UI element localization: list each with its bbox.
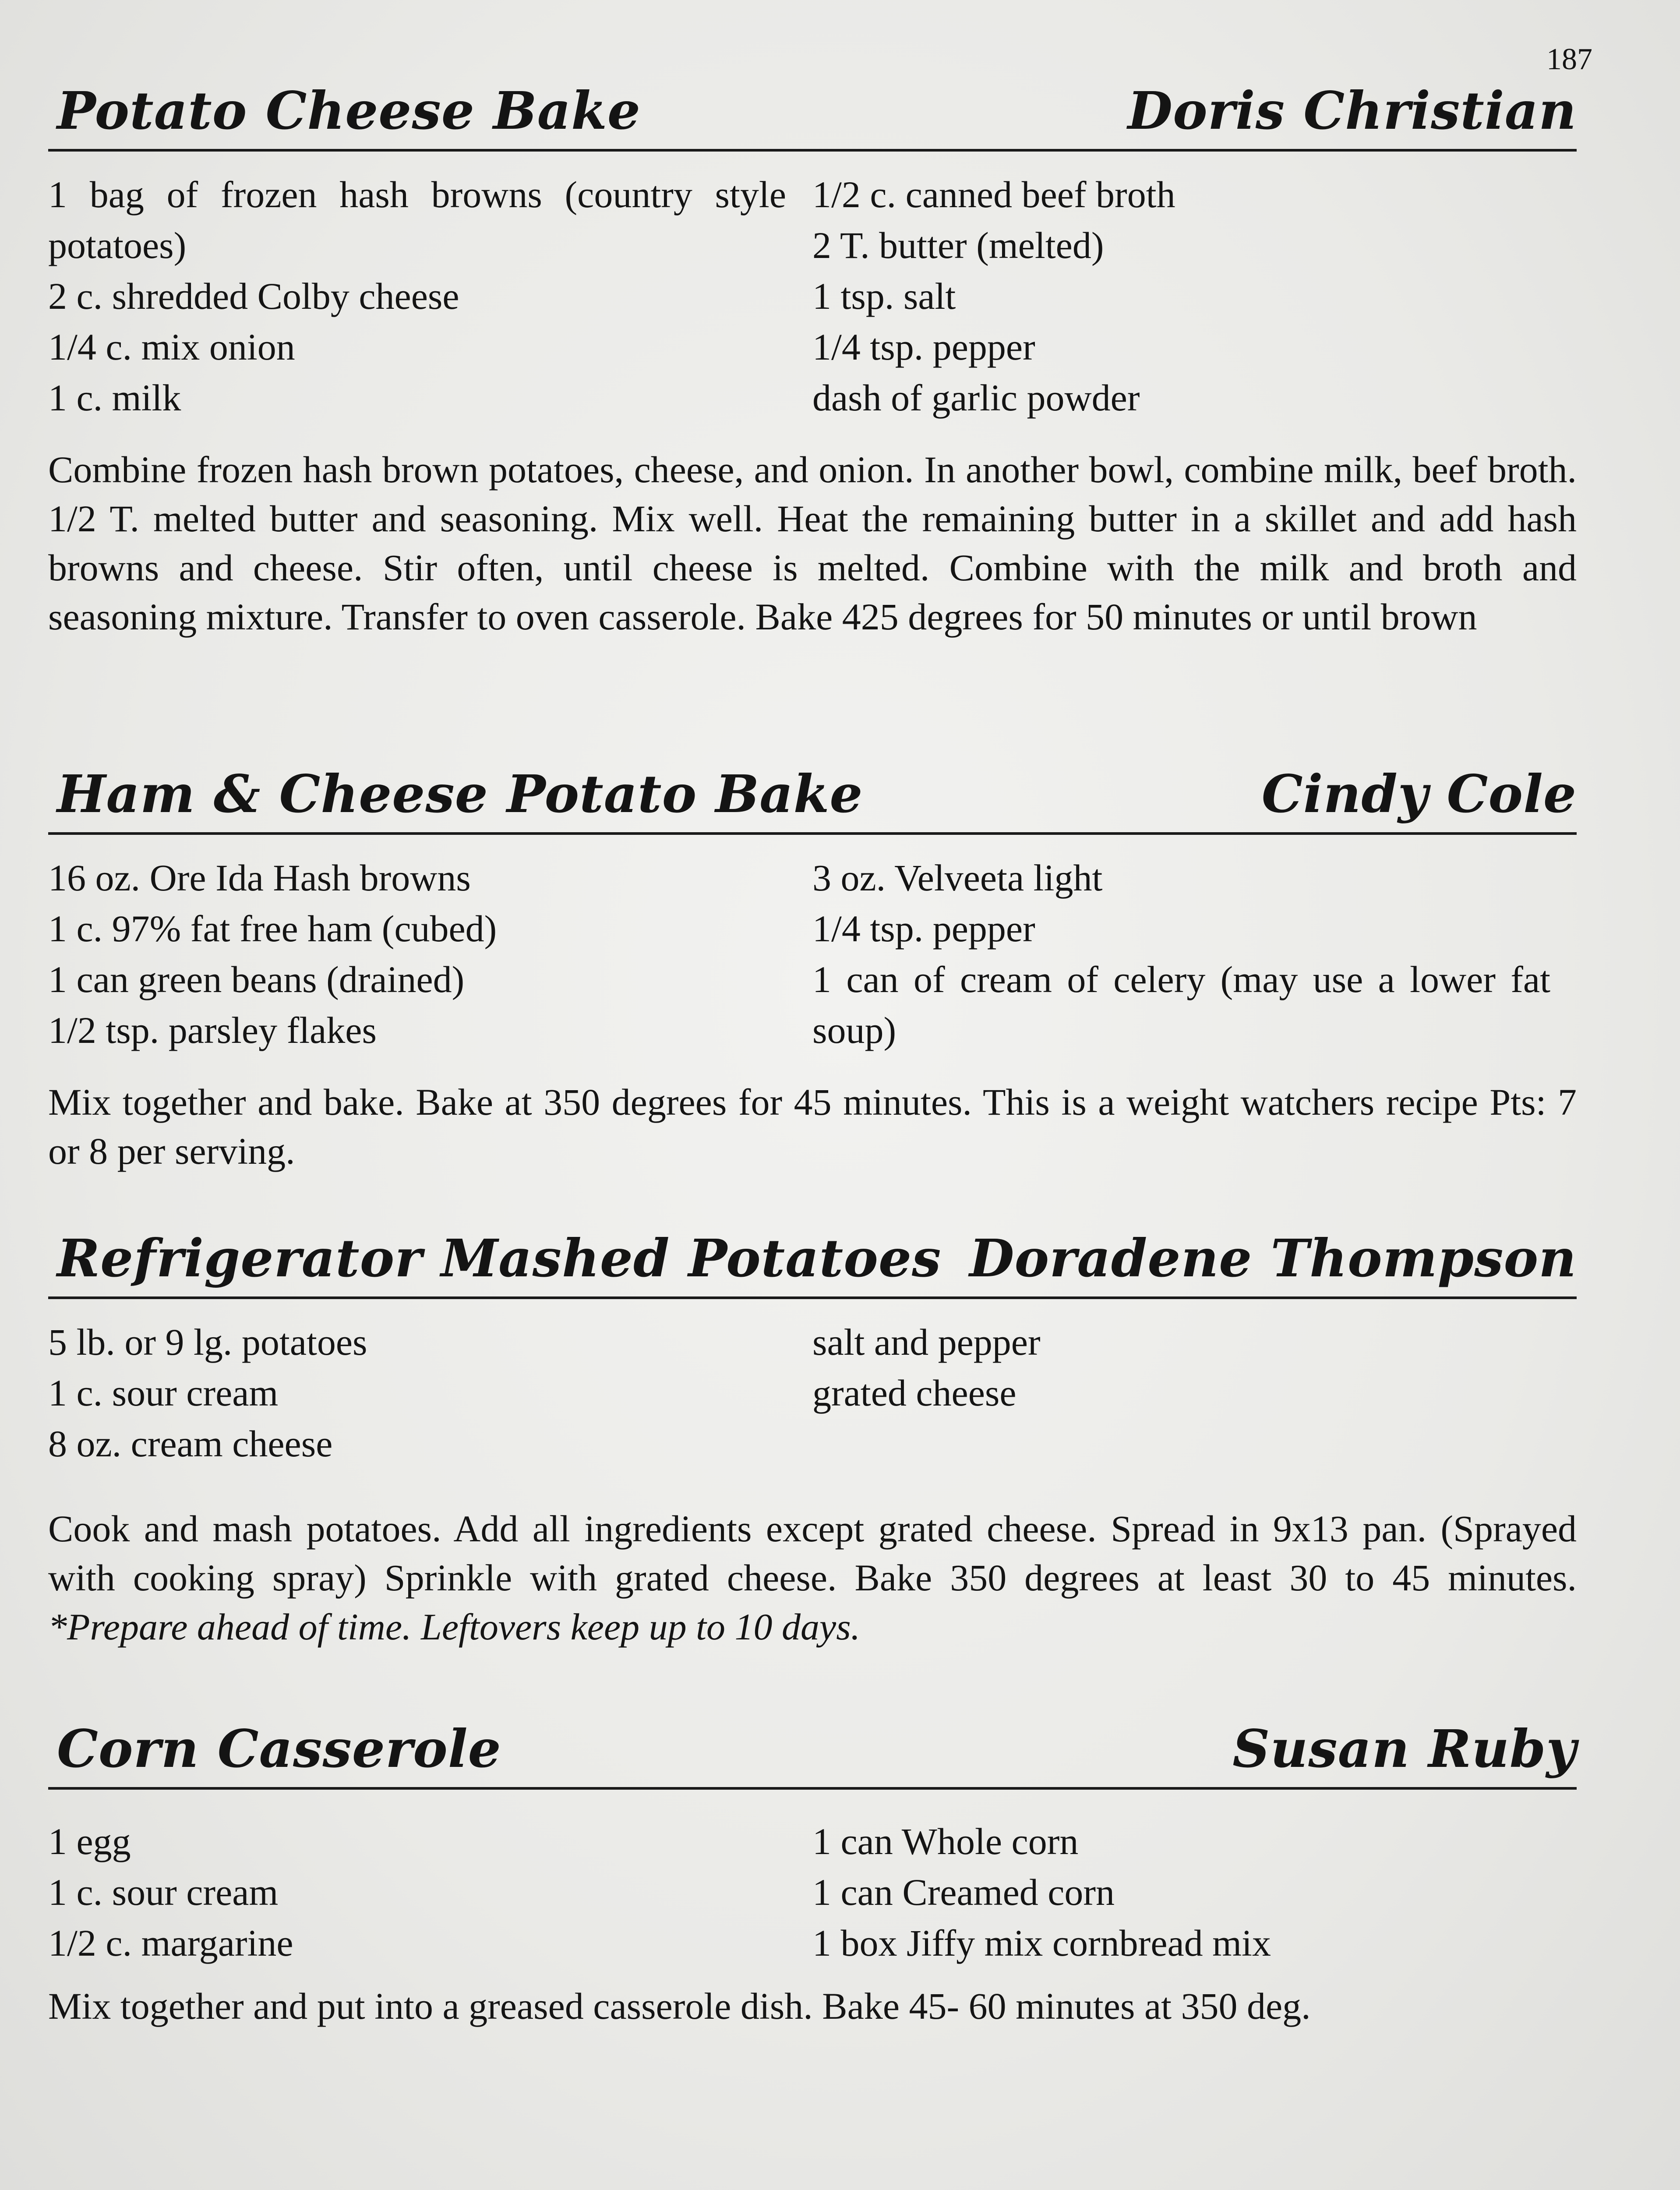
recipe-corn-casserole	[48, 1718, 1577, 2031]
ingredient: 3 oz. Velveeta light	[812, 857, 1103, 899]
ingredient: 8 oz. cream cheese	[48, 1423, 333, 1465]
ingredients	[48, 169, 1577, 423]
directions-text: Cook and mash potatoes. Add all ingredients except grated cheese. Spread in 9x13 pan. (Sprayed with cooking spray) Sprinkle with grated cheese. Bake 350 degrees at least 30 to 45 minutes.	[48, 1508, 1577, 1599]
ingredients	[48, 1317, 1577, 1469]
ingredients-right-column	[812, 169, 1577, 423]
recipe-title: Corn Casserole	[57, 1718, 501, 1779]
directions-text: Mix together and put into a greased casserole dish. Bake 45- 60 minutes at 350 deg.	[48, 1985, 1311, 2027]
ingredient: 1/4 tsp. pepper	[812, 908, 1035, 950]
ingredient: grated cheese	[812, 1372, 1016, 1414]
recipe-title: Refrigerator Mashed Potatoes	[57, 1228, 942, 1289]
page-number: 187	[1546, 42, 1592, 76]
ingredient: 1 bag of frozen hash browns (country style potatoes)	[48, 173, 786, 266]
ingredient: 1 can Creamed corn	[812, 1871, 1115, 1913]
ingredient: 1 tsp. salt	[812, 275, 956, 317]
ingredient: 1 box Jiffy mix cornbread mix	[812, 1922, 1271, 1964]
recipe-title: Potato Cheese Bake	[57, 80, 641, 141]
ingredients-right-column	[812, 852, 1577, 1056]
ingredient: 2 c. shredded Colby cheese	[48, 275, 459, 317]
ingredient: 1/4 c. mix onion	[48, 326, 295, 368]
ingredient: 1 can green beans (drained)	[48, 958, 465, 1000]
ingredient: 5 lb. or 9 lg. potatoes	[48, 1321, 367, 1363]
ingredients-left-column	[48, 1317, 812, 1469]
recipe-header	[48, 1228, 1577, 1299]
recipe-refrigerator-mashed-potatoes	[48, 1228, 1577, 1651]
recipe-header	[48, 763, 1577, 835]
ingredient: 1 c. sour cream	[48, 1871, 279, 1913]
recipe-title: Ham & Cheese Potato Bake	[57, 763, 863, 824]
ingredient: 1 c. 97% fat free ham (cubed)	[48, 908, 497, 950]
recipe-directions	[48, 1504, 1577, 1651]
ingredient: 1 egg	[48, 1820, 131, 1862]
ingredients-right-column	[812, 1816, 1577, 1968]
ingredients-left-column	[48, 169, 812, 423]
ingredient: 1 can of cream of celery (may use a lower fat soup)	[812, 958, 1550, 1051]
directions-text: Combine frozen hash brown potatoes, cheese, and onion. In another bowl, combine milk, beef broth. 1/2 T. melted butter and seasoning. Mix well. Heat the remaining butter in a skillet and add hash browns and cheese. Stir often, until cheese is melted. Combine with the milk and broth and seasoning mixture. Transfer to oven casserole. Bake 425 degrees for 50 minutes or until brown	[48, 449, 1577, 638]
ingredient: 2 T. butter (melted)	[812, 224, 1104, 266]
recipe-potato-cheese-bake	[48, 80, 1577, 641]
recipe-header	[48, 1718, 1577, 1790]
ingredients-left-column	[48, 852, 812, 1056]
ingredient: 1 c. milk	[48, 377, 181, 419]
recipe-author: Susan Ruby	[1232, 1718, 1577, 1779]
ingredient: 1/2 c. canned beef broth	[812, 173, 1175, 215]
recipe-author: Cindy Cole	[1261, 763, 1577, 824]
ingredient: dash of garlic powder	[812, 377, 1140, 419]
recipe-author: Doris Christian	[1127, 80, 1577, 141]
recipe-author: Doradene Thompson	[969, 1228, 1577, 1289]
recipe-directions	[48, 1077, 1577, 1176]
ingredient: 1 can Whole corn	[812, 1820, 1079, 1862]
ingredient: 1/2 tsp. parsley flakes	[48, 1009, 377, 1051]
recipe-directions	[48, 1982, 1577, 2031]
ingredients-right-column	[812, 1317, 1577, 1469]
ingredient: salt and pepper	[812, 1321, 1041, 1363]
ingredient: 1/4 tsp. pepper	[812, 326, 1035, 368]
recipe-header	[48, 80, 1577, 152]
directions-note: *Prepare ahead of time. Leftovers keep up to 10 days.	[48, 1606, 861, 1648]
directions-text: Mix together and bake. Bake at 350 degrees for 45 minutes. This is a weight watchers recipe Pts: 7 or 8 per serving.	[48, 1081, 1577, 1172]
ingredient: 1 c. sour cream	[48, 1372, 279, 1414]
recipe-ham-cheese-potato-bake	[48, 763, 1577, 1176]
recipe-directions	[48, 445, 1577, 641]
ingredient: 16 oz. Ore Ida Hash browns	[48, 857, 471, 899]
ingredient: 1/2 c. margarine	[48, 1922, 293, 1964]
ingredients	[48, 1816, 1577, 1968]
ingredients-left-column	[48, 1816, 812, 1968]
ingredients	[48, 852, 1577, 1056]
